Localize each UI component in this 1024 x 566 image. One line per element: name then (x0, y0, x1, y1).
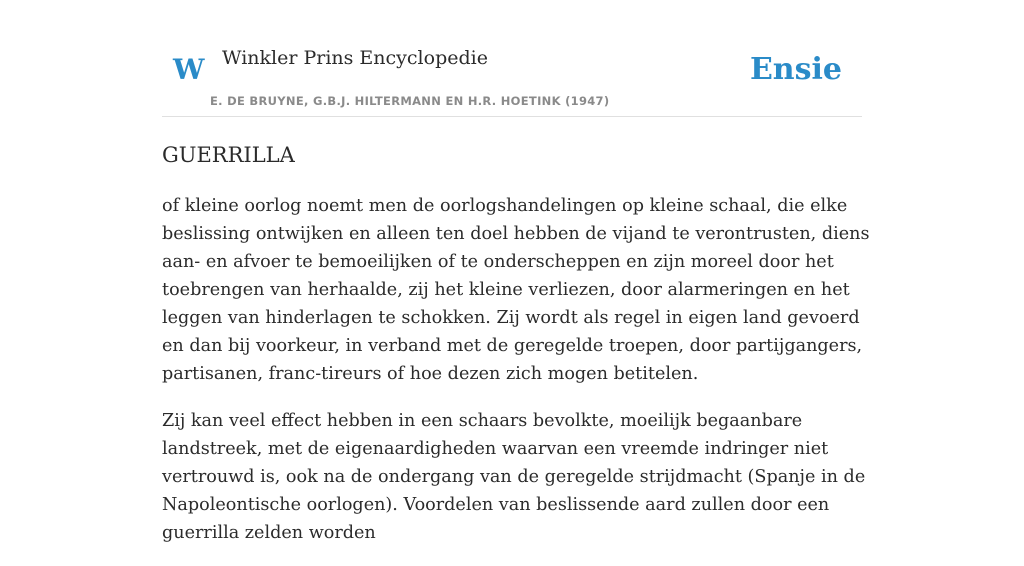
book-authors: E. DE BRUYNE, G.B.J. HILTERMANN EN H.R. HOETINK (1947) (210, 94, 610, 108)
entry-title: GUERRILLA (162, 143, 295, 167)
entry-content (162, 192, 870, 566)
page-header (162, 0, 862, 117)
ensie-logo[interactable]: Ensie (749, 52, 842, 87)
entry-paragraph: of kleine oorlog noemt men de oorlogshandelingen op kleine schaal, die elke beslissing ontwijken en alleen ten doel hebben de vijand te verontrusten, diens aan- en afvoer te bemoeilijken of te onderscheppen en zijn moreel door het toebrengen van herhaalde, zij het kleine verliezen, door alarmeringen en het leggen van hinderlagen te schokken. Zij wordt als regel in eigen land gevoerd en dan bij voorkeur, in verband met de geregelde troepen, door partijgangers, partisanen, franc-tireurs of hoe dezen zich mogen betitelen. (162, 196, 870, 384)
winkler-prins-logo[interactable]: W (173, 53, 205, 86)
book-title[interactable]: Winkler Prins Encyclopedie (222, 47, 488, 69)
entry-paragraph: Zij kan veel effect hebben in een schaars bevolkte, moeilijk begaanbare landstreek, met de eigenaardigheden waarvan een vreemde indringer niet vertrouwd is, ook na de ondergang van de geregelde strijdmacht (Spanje in de Napoleontische oorlogen). Voordelen van beslissende aard zullen door een guerrilla zelden worden (162, 411, 866, 543)
